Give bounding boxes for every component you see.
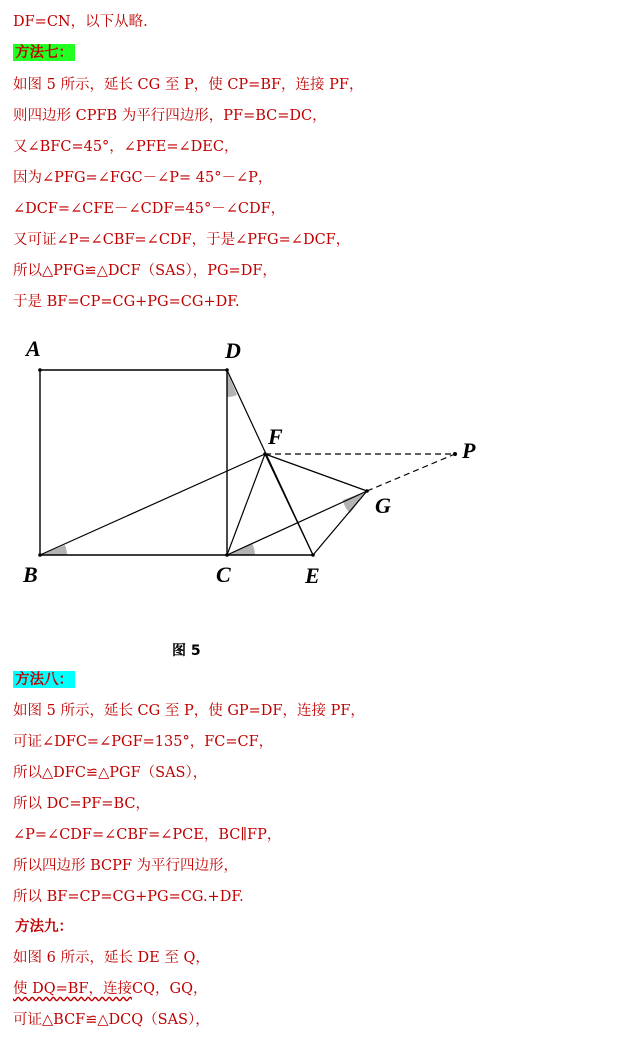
- method8-line-4: 所以 DC=PF=BC，: [13, 796, 150, 812]
- continuation-line: DF=CN，以下从略.: [13, 14, 148, 30]
- method7-line-1: 如图 5 所示，延长 CG 至 P，使 CP=BF，连接 PF，: [13, 77, 364, 93]
- method7-line-5: ∠DCF=∠CFE－∠CDF=45°－∠CDF，: [13, 201, 286, 217]
- method7-line-7: 所以△PFG≌△DCF（SAS），PG=DF，: [13, 263, 277, 279]
- method7-line-2: 则四边形 CPFB 为平行四边形，PF=BC=DC，: [13, 108, 327, 124]
- method8-line-6: 所以四边形 BCPF 为平行四边形，: [13, 858, 239, 874]
- method7-line-3: 又∠BFC=45°，∠PFE=∠DEC，: [13, 139, 239, 155]
- method9-line-2: [13, 979, 207, 999]
- figure-caption: 图 5: [172, 643, 201, 659]
- label-d: D: [225, 338, 241, 363]
- method8-line-5: ∠P=∠CDF=∠CBF=∠PCE，BC∥FP，: [13, 827, 282, 843]
- method8-line-1: 如图 5 所示，延长 CG 至 P，使 GP=DF，连接 PF，: [13, 703, 365, 719]
- method7-heading: 方法七：: [15, 44, 73, 61]
- method9-line-2-part-b: CQ，GQ，: [132, 981, 208, 997]
- angle-mark-d: [227, 371, 237, 397]
- method8-heading: 方法八：: [15, 671, 73, 688]
- method8-heading-line: [13, 670, 75, 690]
- label-g: G: [375, 493, 391, 518]
- label-c: C: [216, 562, 231, 587]
- method9-line-1: 如图 6 所示，延长 DE 至 Q，: [13, 950, 210, 966]
- method7-line-8: 于是 BF=CP=CG+PG=CG+DF.: [13, 294, 240, 310]
- method9-heading-line: [13, 917, 75, 937]
- label-e: E: [305, 563, 320, 588]
- figure-points: [38, 368, 457, 557]
- label-b: B: [23, 562, 38, 587]
- label-p: P: [462, 438, 476, 463]
- square-abcd: [40, 370, 313, 555]
- label-f: F: [268, 424, 283, 449]
- angle-mark-g: [343, 491, 367, 513]
- method8-line-3: 所以△DFC≌△PGF（SAS），: [13, 765, 208, 781]
- method7-line-4: 因为∠PFG=∠FGC－∠P= 45°－∠P，: [13, 170, 273, 186]
- method8-line-7: 所以 BF=CP=CG+PG=CG.+DF.: [13, 889, 244, 905]
- dashed-segments: [265, 454, 455, 491]
- method7-line-6: 又可证∠P=∠CBF=∠CDF，于是∠PFG=∠DCF，: [13, 232, 351, 248]
- method8-line-2: 可证∠DFC=∠PGF=135°，FC=CF，: [13, 734, 274, 750]
- method9-line-2-part-a: 使 DQ=BF，连接: [13, 981, 132, 997]
- figure-segments: [40, 370, 367, 555]
- method9-line-3: 可证△BCF≌△DCQ（SAS），: [13, 1012, 210, 1028]
- label-a: A: [26, 336, 41, 361]
- method9-heading: 方法九：: [15, 918, 73, 935]
